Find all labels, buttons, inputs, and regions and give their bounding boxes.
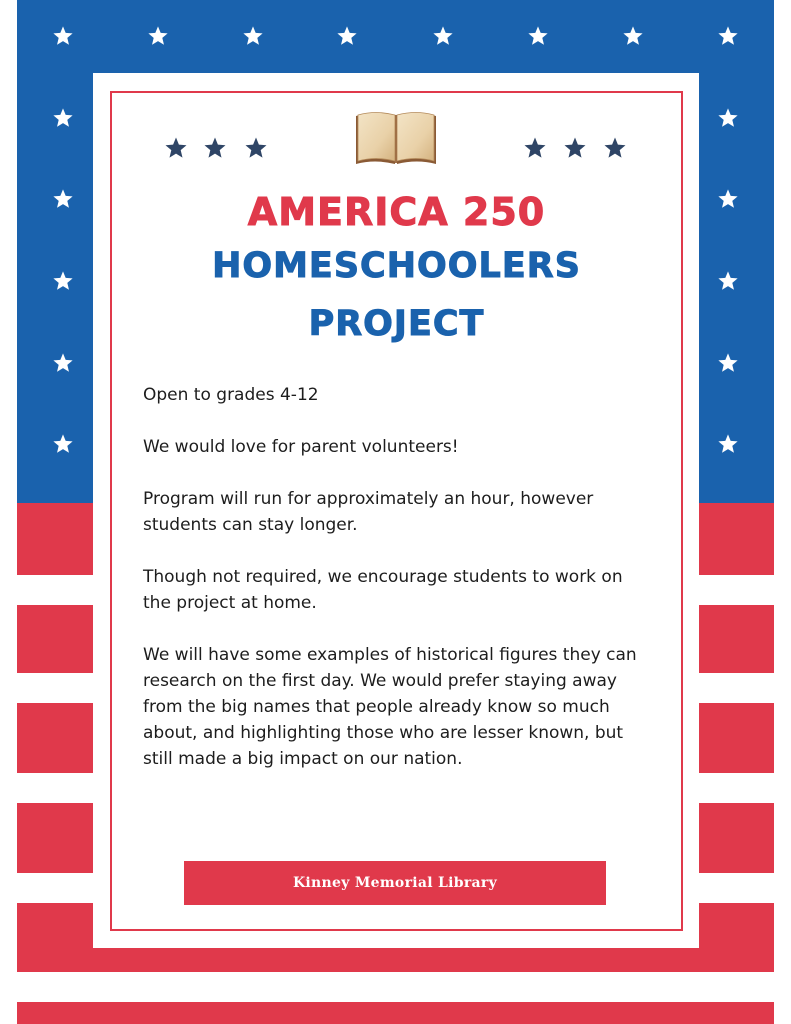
open-book-icon — [353, 110, 439, 168]
star-icon — [717, 433, 739, 455]
star-icon — [432, 25, 454, 47]
star-icon — [336, 25, 358, 47]
title-line-1: AMERICA 250 — [247, 190, 546, 234]
paragraph-duration: Program will run for approximately an hour, however students can stay longer. — [143, 489, 594, 535]
flag-stripe — [17, 972, 774, 1002]
star-icon — [203, 136, 227, 160]
paragraph-volunteers: We would love for parent volunteers! — [143, 437, 459, 457]
paragraph-homework: Though not required, we encourage students to work on the project at home. — [143, 567, 623, 613]
star-icon — [52, 107, 74, 129]
star-icon — [717, 25, 739, 47]
star-icon — [563, 136, 587, 160]
flag-stripe — [17, 673, 93, 703]
star-icon — [717, 270, 739, 292]
star-icon — [52, 188, 74, 210]
star-icon — [717, 188, 739, 210]
flag-stripe — [698, 773, 774, 803]
star-icon — [244, 136, 268, 160]
flag-stripe — [698, 575, 774, 605]
title-line-2: HOMESCHOOLERS — [212, 246, 581, 286]
star-icon — [603, 136, 627, 160]
star-icon — [242, 25, 264, 47]
star-icon — [164, 136, 188, 160]
star-icon — [717, 352, 739, 374]
star-icon — [52, 433, 74, 455]
star-icon — [147, 25, 169, 47]
star-icon — [52, 25, 74, 47]
star-icon — [52, 270, 74, 292]
library-banner — [184, 861, 606, 905]
flyer-body — [143, 382, 653, 798]
paragraph-grades: Open to grades 4-12 — [143, 385, 319, 405]
star-icon — [52, 352, 74, 374]
star-icon — [527, 25, 549, 47]
title-line-3: PROJECT — [308, 304, 485, 344]
library-name: Kinney Memorial Library — [292, 875, 498, 891]
paragraph-figures: We will have some examples of historical figures they can research on the first day. We would prefer staying away from the big names that people already know so much about, and highlighting those who are lesser known, but still made a big impact on our nation. — [143, 645, 637, 769]
star-icon — [523, 136, 547, 160]
flag-stripe — [698, 673, 774, 703]
flag-stripe — [17, 773, 93, 803]
flag-stripe — [17, 575, 93, 605]
star-icon — [717, 107, 739, 129]
flag-stripe — [17, 873, 93, 903]
flag-stripe — [698, 873, 774, 903]
star-icon — [622, 25, 644, 47]
